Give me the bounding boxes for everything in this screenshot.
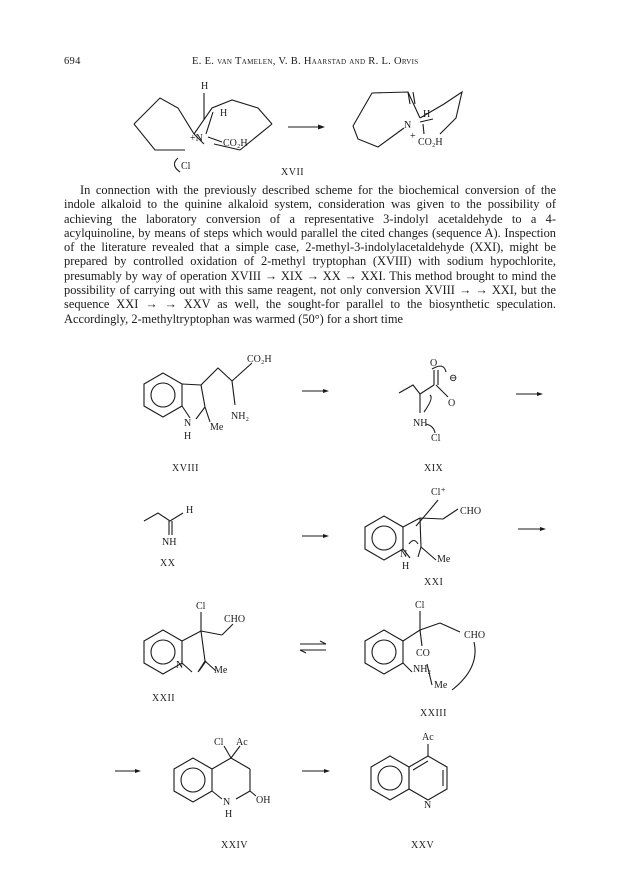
structure-xx xyxy=(144,513,183,535)
atom-h-xx: H xyxy=(186,505,194,516)
atom-h-xxiv: H xyxy=(225,809,233,820)
label-xviii: XVIII xyxy=(172,463,199,474)
atom-n-xxiv: N xyxy=(223,797,231,808)
running-title: E. E. van Tamelen, V. B. Haarstad and R. L. Orvis xyxy=(192,56,419,67)
label-xxv: XXV xyxy=(411,840,435,851)
atom-clplus-xxi: Cl⁺ xyxy=(431,487,446,498)
atom-h-product: H xyxy=(423,109,431,120)
arrow-xix-xx xyxy=(516,392,543,396)
structure-xxi xyxy=(365,500,458,560)
atom-h-xviii: H xyxy=(184,431,192,442)
label-xxi: XXI xyxy=(424,577,444,588)
atom-cl-xxiv: Cl xyxy=(214,737,224,748)
atom-n-xxi: N xyxy=(400,549,408,560)
atom-n-xxv: N xyxy=(424,800,432,811)
atom-h-bridge: H xyxy=(220,108,228,119)
label-xx: XX xyxy=(160,558,176,569)
atom-nh-xix: NH xyxy=(413,418,428,429)
atom-nh-xx: NH xyxy=(162,537,177,548)
atom-ominus-xix: ⊖ xyxy=(449,373,458,384)
atom-ac-xxv: Ac xyxy=(422,732,434,743)
atom-h-top: H xyxy=(201,81,209,92)
equilibrium-arrows xyxy=(300,641,326,653)
arrow-to-xxiv xyxy=(115,769,141,773)
atom-ac-xxiv: Ac xyxy=(236,737,248,748)
label-xxii: XXII xyxy=(152,693,176,704)
atom-me-xxii: Me xyxy=(214,665,228,676)
atom-oh-xxiv: OH xyxy=(256,795,271,806)
atom-n-xviii: N xyxy=(184,418,192,429)
atom-o-carbonyl-xix: O xyxy=(430,358,438,369)
body-paragraph: In connection with the previously described scheme for the biochemical conversion of the indole alkaloid to the quinine alkaloid system, consideration was given to the possibility of achieving the laboratory conversion of a representative 3-indolyl acetaldehyde to a 4-acylquinoline, by means of steps which would parallel the cited changes (sequence A). Inspection of the literature revealed that a simple case, 2-methyl-3-indolylacetaldehyde (XXI), might be prepared by controlled oxidation of 2-methyl tryptophan (XVIII) with sodium hypochlorite, presumably by way of operation XVIII → XIX → XX → XXI. This method brought to mind the possibility of carrying out with this same reagent, not only conversion XVIII → → XXI, but the sequence XXI → → XXV as well, the sought-for parallel to the biosynthetic speculation. Accordingly, 2-methyltryptophan was warmed (50°) for a short time xyxy=(64,183,556,326)
atom-co2h-product: CO₂H xyxy=(418,137,443,148)
structure-xxv xyxy=(371,744,447,800)
atom-plus-product: + xyxy=(410,131,416,142)
atom-me-xviii: Me xyxy=(210,422,224,433)
atom-n-product: N xyxy=(404,120,412,131)
label-xvii: XVII xyxy=(281,167,305,178)
atom-co-xxiii: CO xyxy=(416,648,430,659)
atom-cl-xxii: Cl xyxy=(196,601,206,612)
label-xxiv: XXIV xyxy=(221,840,248,851)
arrow-xxi-xxii xyxy=(518,527,546,531)
label-xxiii: XXIII xyxy=(420,708,447,719)
arrow-xxiv-xxv xyxy=(302,769,330,773)
atom-co2h-xviii: CO₂H xyxy=(247,354,272,365)
atom-me-xxiii: Me xyxy=(434,680,448,691)
atom-cl: Cl xyxy=(181,161,191,172)
page-number: 694 xyxy=(64,56,81,67)
atom-me-xxi: Me xyxy=(437,554,451,565)
atom-co2h: CO₂H xyxy=(223,138,248,149)
atom-n-plus: +N xyxy=(190,133,203,144)
arrow-xviii-xix xyxy=(302,389,329,393)
atom-o-xix: O xyxy=(448,398,456,409)
atom-nh2-xviii: NH₂ xyxy=(231,411,249,422)
arrow-xx-xxi xyxy=(302,534,329,538)
atom-cl-xxiii: Cl xyxy=(415,600,425,611)
atom-n-xxii: N xyxy=(176,660,184,671)
atom-cl-xix: Cl xyxy=(431,433,441,444)
atom-cho-xxi: CHO xyxy=(460,506,482,517)
atom-cho-xxii: CHO xyxy=(224,614,246,625)
atom-nh2-xxiii: NH₂ xyxy=(413,664,431,675)
structure-xxiv xyxy=(174,746,256,802)
atom-cho-xxiii: CHO xyxy=(464,630,486,641)
atom-h-xxi: H xyxy=(402,561,410,572)
label-xix: XIX xyxy=(424,463,444,474)
